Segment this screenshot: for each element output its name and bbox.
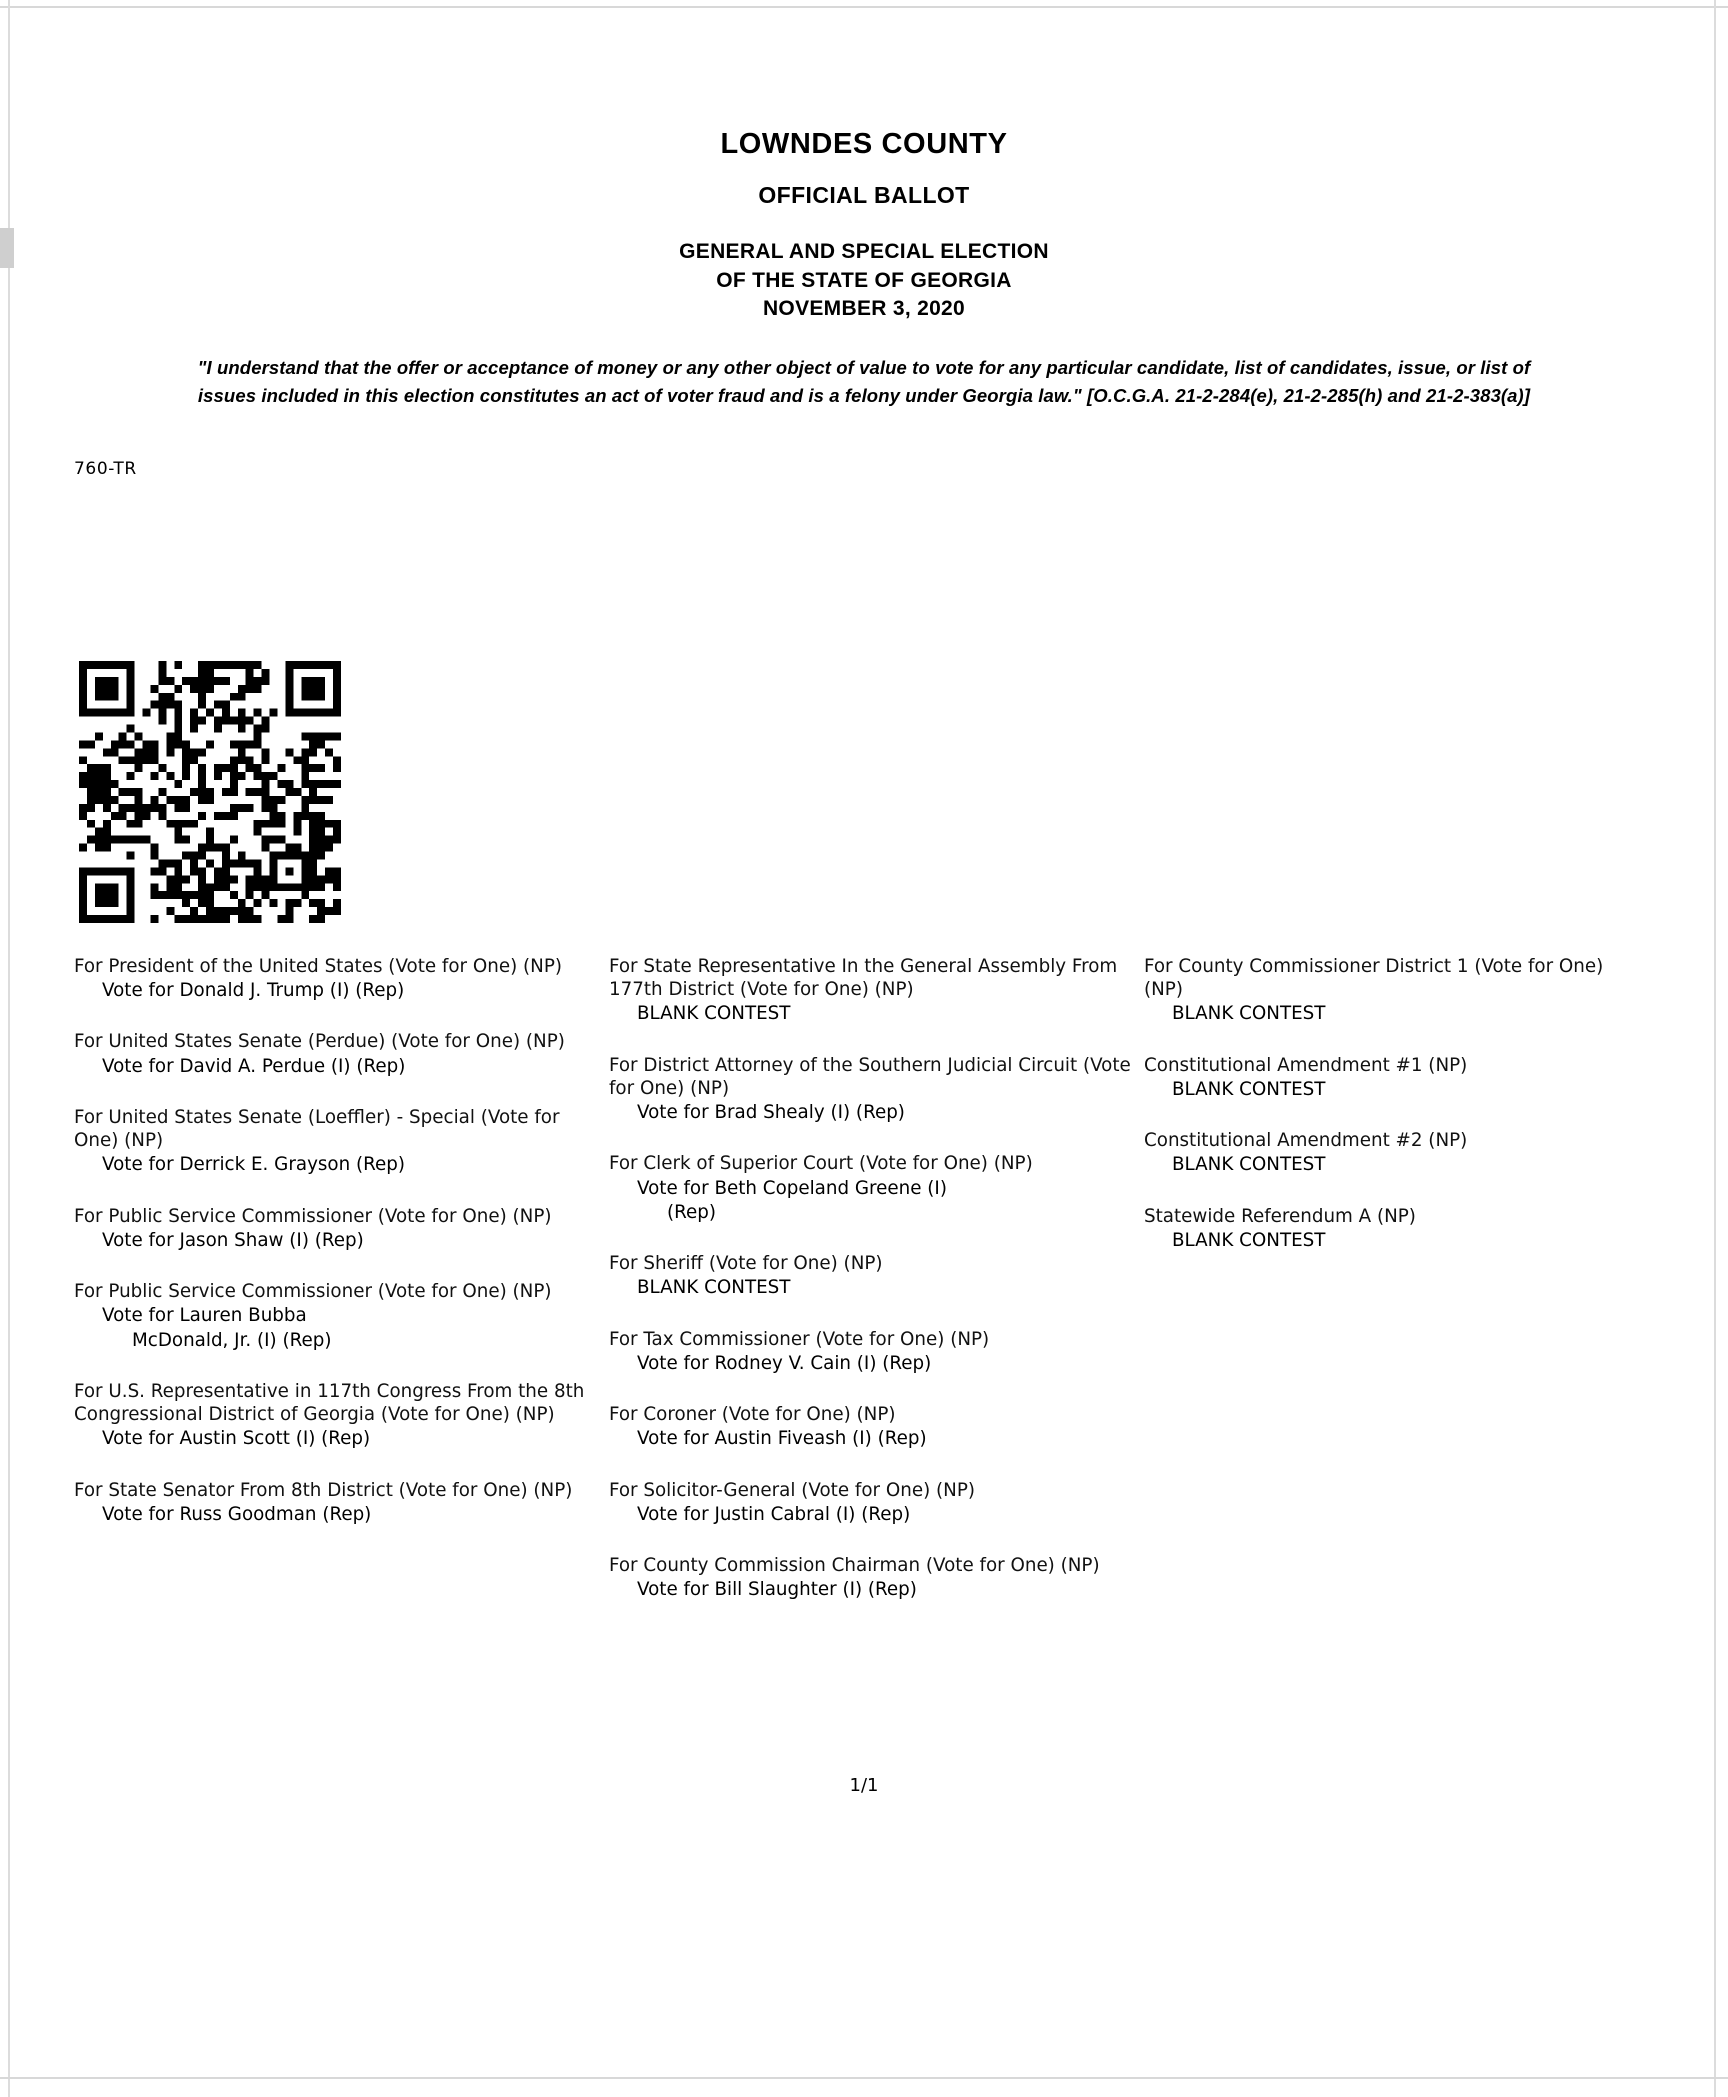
contest-choice[interactable]: Vote for Beth Copeland Greene (I) bbox=[637, 1177, 947, 1199]
blank-contest-label: BLANK CONTEST bbox=[1172, 1003, 1326, 1025]
contest-title: For Public Service Commissioner (Vote for One) (NP) bbox=[74, 1281, 552, 1303]
contest-choice[interactable]: Vote for Jason Shaw (I) (Rep) bbox=[102, 1229, 364, 1251]
contest-title: For U.S. Representative in 117th Congress From the 8th Congressional District of Georgia (Vote for One) (NP) bbox=[74, 1380, 585, 1426]
contest bbox=[74, 1205, 597, 1252]
election-name-line2: OF THE STATE OF GEORGIA bbox=[716, 268, 1012, 292]
contest bbox=[1144, 1054, 1642, 1101]
contest-title: For President of the United States (Vote for One) (NP) bbox=[74, 956, 563, 977]
contest-title: For Tax Commissioner (Vote for One) (NP) bbox=[609, 1328, 990, 1350]
contest bbox=[609, 1054, 1132, 1125]
contest bbox=[74, 1030, 597, 1077]
contest bbox=[1144, 1205, 1642, 1252]
election-name-line1: GENERAL AND SPECIAL ELECTION bbox=[679, 240, 1049, 263]
contest-column-3 bbox=[1144, 955, 1654, 1629]
contest-choice[interactable]: Vote for Justin Cabral (I) (Rep) bbox=[637, 1503, 911, 1525]
voter-fraud-statement: "I understand that the offer or acceptance of money or any other object of value to vote for any particular candidate, list of candidates, issue, or list of issues included in this election constitutes an act of voter fraud and is a felony under Georgia law." [O.C.G.A. 21-2-284(e), 21-2-285(h) and 21-2-383(a)] bbox=[197, 356, 1531, 407]
contest-choice[interactable]: Vote for Brad Shealy (I) (Rep) bbox=[637, 1102, 905, 1124]
contest bbox=[609, 1479, 1132, 1526]
contest bbox=[609, 955, 1132, 1026]
election-heading bbox=[0, 238, 1728, 324]
contest-title: Statewide Referendum A (NP) bbox=[1144, 1205, 1416, 1227]
contest bbox=[74, 955, 597, 1002]
contest-title: For Public Service Commissioner (Vote for One) (NP) bbox=[74, 1205, 552, 1227]
contest-column-1 bbox=[74, 955, 609, 1629]
contest-title: For County Commissioner District 1 (Vote for One) (NP) bbox=[1144, 956, 1604, 1001]
contest bbox=[609, 1554, 1132, 1601]
contest bbox=[1144, 955, 1642, 1026]
contest-choice[interactable]: Vote for Austin Fiveash (I) (Rep) bbox=[637, 1428, 927, 1450]
contest-title: For Sheriff (Vote for One) (NP) bbox=[609, 1253, 883, 1275]
contest-choice[interactable]: Vote for Bill Slaughter (I) (Rep) bbox=[637, 1579, 917, 1601]
contest bbox=[609, 1252, 1132, 1299]
contest-choice-continuation: McDonald, Jr. (I) (Rep) bbox=[132, 1329, 332, 1351]
contest-choice[interactable]: Vote for Austin Scott (I) (Rep) bbox=[102, 1428, 371, 1450]
contest-choice[interactable]: Vote for Derrick E. Grayson (Rep) bbox=[102, 1154, 405, 1176]
contest-choice[interactable]: Vote for Lauren Bubba bbox=[102, 1305, 307, 1327]
page-title: LOWNDES COUNTY bbox=[720, 128, 1008, 160]
blank-contest-label: BLANK CONTEST bbox=[1172, 1229, 1326, 1251]
contest-title: For State Representative In the General Assembly From 177th District (Vote for One) (NP) bbox=[609, 956, 1118, 1001]
contest bbox=[74, 1380, 597, 1451]
contest-column-2 bbox=[609, 955, 1144, 1629]
contest bbox=[609, 1152, 1132, 1224]
contest-title: Constitutional Amendment #2 (NP) bbox=[1144, 1130, 1468, 1152]
contest-title: For State Senator From 8th District (Vote for One) (NP) bbox=[74, 1479, 573, 1501]
contest-choice[interactable]: Vote for Rodney V. Cain (I) (Rep) bbox=[637, 1352, 932, 1374]
contest bbox=[1144, 1129, 1642, 1176]
contest-choice[interactable]: Vote for Donald J. Trump (I) (Rep) bbox=[102, 980, 405, 1002]
contest-title: For Coroner (Vote for One) (NP) bbox=[609, 1404, 896, 1426]
contest-title: Constitutional Amendment #1 (NP) bbox=[1144, 1054, 1468, 1076]
contest-title: For United States Senate (Loeffler) - Special (Vote for One) (NP) bbox=[74, 1106, 560, 1152]
ballot-style-code: 760-TR bbox=[74, 458, 137, 479]
contest bbox=[74, 1280, 597, 1352]
contest-title: For United States Senate (Perdue) (Vote for One) (NP) bbox=[74, 1031, 565, 1053]
contest bbox=[74, 1106, 597, 1177]
contest bbox=[74, 1479, 597, 1526]
contest-choice[interactable]: Vote for Russ Goodman (Rep) bbox=[102, 1503, 372, 1525]
contest-title: For District Attorney of the Southern Judicial Circuit (Vote for One) (NP) bbox=[609, 1054, 1131, 1099]
blank-contest-label: BLANK CONTEST bbox=[1172, 1078, 1326, 1100]
contest-choice-continuation: (Rep) bbox=[667, 1201, 716, 1223]
contest bbox=[609, 1328, 1132, 1375]
contest-title: For Solicitor-General (Vote for One) (NP) bbox=[609, 1479, 975, 1501]
contest-title: For County Commission Chairman (Vote for One) (NP) bbox=[609, 1554, 1100, 1576]
page-number: 1/1 bbox=[849, 1775, 879, 1796]
contest bbox=[609, 1403, 1132, 1450]
ballot-subtitle: OFFICIAL BALLOT bbox=[758, 182, 970, 208]
contest-title: For Clerk of Superior Court (Vote for One) (NP) bbox=[609, 1153, 1033, 1175]
election-date: NOVEMBER 3, 2020 bbox=[762, 297, 966, 321]
qr-code bbox=[79, 661, 341, 923]
contest-choice[interactable]: Vote for David A. Perdue (I) (Rep) bbox=[102, 1055, 406, 1077]
blank-contest-label: BLANK CONTEST bbox=[1172, 1154, 1326, 1176]
blank-contest-label: BLANK CONTEST bbox=[637, 1003, 791, 1025]
contest-columns bbox=[74, 955, 1654, 1629]
blank-contest-label: BLANK CONTEST bbox=[637, 1277, 791, 1299]
qr-code-canvas bbox=[79, 661, 341, 923]
